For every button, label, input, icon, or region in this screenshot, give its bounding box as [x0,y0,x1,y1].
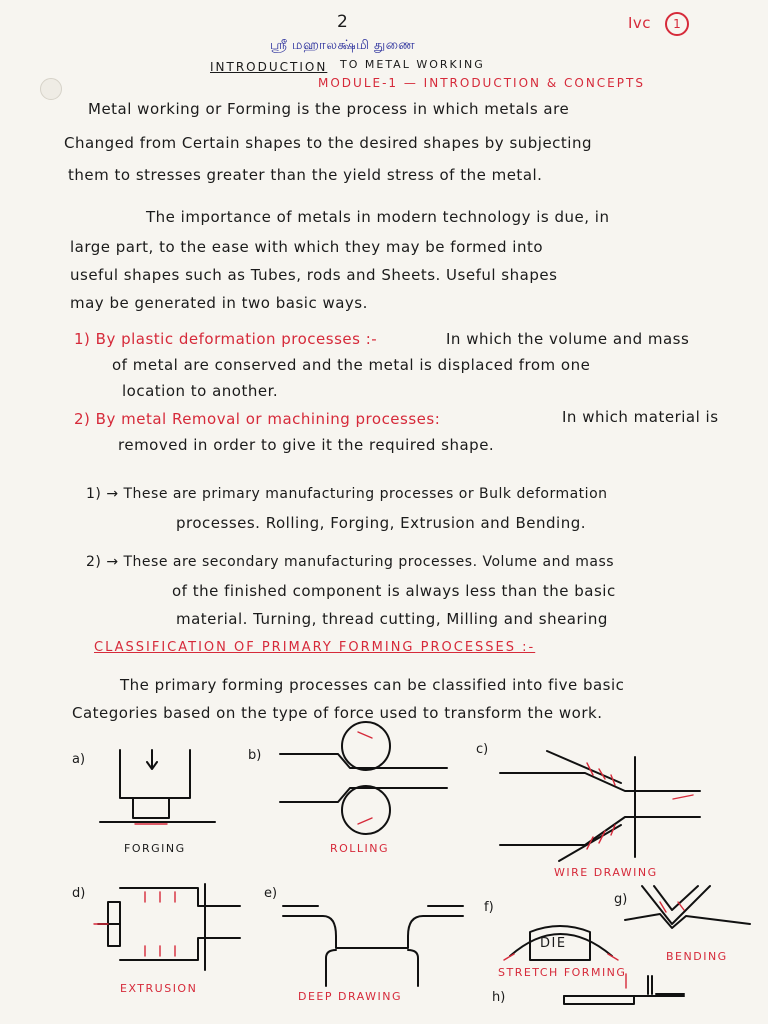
section-heading: CLASSIFICATION OF PRIMARY FORMING PROCESSES :- [94,640,536,655]
text-line: The importance of metals in modern technology is due, in [146,208,610,226]
figure-label-forging: FORGING [124,842,186,855]
figure-tag: c) [476,742,489,757]
page-number: 2 [337,12,349,32]
forging-diagram [95,742,225,832]
corner-label: Ivc [628,14,652,32]
wire-drawing-diagram [495,745,705,865]
list-item-head: 1) By plastic deformation processes :- [74,330,378,348]
text-line: location to another. [122,382,279,400]
text-line: Metal working or Forming is the process in which metals are [88,100,570,118]
text-line: 1) → These are primary manufacturing processes or Bulk deformation [86,486,608,502]
figure-tag: h) [492,990,506,1005]
text-line: large part, to the ease with which they may be formed into [70,238,544,256]
text-line: of the finished component is always less than the basic [172,582,616,600]
extrusion-diagram [90,882,250,972]
deep-drawing-diagram [278,896,468,991]
text-line: In which the volume and mass [446,330,690,348]
figure-label-stretch-forming: STRETCH FORMING [498,966,627,979]
top-script: ஸ்ரீ மஹாலக்ஷ்மி துணை [270,38,416,53]
figure-tag: e) [264,886,278,901]
text-line: them to stresses greater than the yield stress of the metal. [68,166,543,184]
text-line: The primary forming processes can be classified into five basic [120,676,625,694]
die-label: DIE [540,936,567,951]
figure-label-bending: BENDING [666,950,728,963]
figure-tag: b) [248,748,262,763]
figure-tag: g) [614,892,628,907]
title-rest: TO METAL WORKING [340,58,485,71]
title-intro: INTRODUCTION [210,60,328,74]
figure-label-deep-drawing: DEEP DRAWING [298,990,402,1003]
figure-tag: d) [72,886,86,901]
binder-hole [40,78,62,100]
shearing-diagram [560,972,690,1012]
text-line: Changed from Certain shapes to the desired shapes by subjecting [64,134,593,152]
text-line: processes. Rolling, Forging, Extrusion and Bending. [176,514,586,532]
text-line: may be generated in two basic ways. [70,294,368,312]
figure-tag: f) [484,900,494,915]
rolling-diagram [272,718,452,843]
figure-tag: a) [72,752,86,767]
corner-circle: 1 [665,12,689,36]
figure-label-wire-drawing: WIRE DRAWING [554,866,658,879]
module-title: MODULE-1 — INTRODUCTION & CONCEPTS [318,76,645,90]
figure-label-rolling: ROLLING [330,842,390,855]
figure-label-extrusion: EXTRUSION [120,982,198,995]
text-line: useful shapes such as Tubes, rods and Sheets. Useful shapes [70,266,558,284]
bending-diagram [620,880,760,950]
text-line: material. Turning, thread cutting, Milling and shearing [176,610,608,628]
text-line: In which material is [562,408,719,426]
text-line: 2) → These are secondary manufacturing processes. Volume and mass [86,554,615,570]
text-line: Categories based on the type of force used to transform the work. [72,704,603,722]
list-item-head: 2) By metal Removal or machining processes: [74,410,441,428]
text-line: of metal are conserved and the metal is displaced from one [112,356,591,374]
text-line: removed in order to give it the required shape. [118,436,495,454]
